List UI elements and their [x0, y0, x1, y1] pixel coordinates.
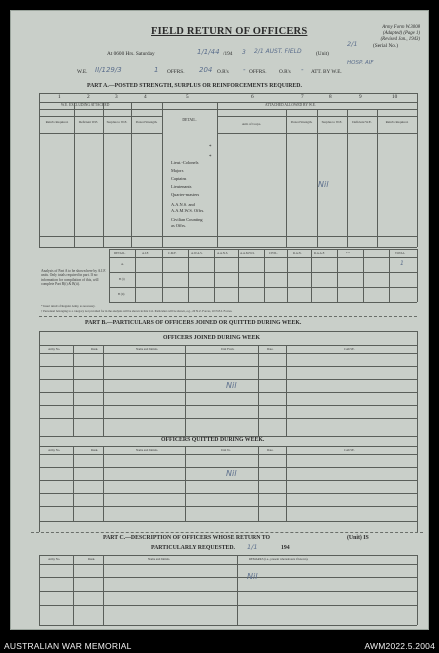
table-header: CAUSE. [344, 448, 355, 452]
rule [311, 249, 312, 302]
rule [39, 480, 417, 481]
rule [109, 249, 417, 250]
separator-line [31, 532, 423, 533]
table-header: CAUSE. [344, 347, 355, 351]
rule [103, 345, 104, 436]
serial-label: (Serial No.) [373, 43, 399, 49]
rule [39, 555, 40, 625]
rule [417, 331, 418, 532]
col-head: Rein'ts Required. [385, 120, 409, 124]
rule [39, 467, 417, 468]
rule [237, 555, 238, 625]
analysis-row-label: B (ii) [118, 292, 125, 296]
year-printed: /194 [223, 51, 233, 57]
handwritten-tick: 1 [400, 260, 404, 267]
rule [73, 555, 74, 625]
separator-line [39, 316, 417, 317]
handwritten-ors: 204 [199, 66, 213, 74]
handwritten-att-ors: - [301, 66, 304, 74]
col-number: 6 [251, 94, 254, 100]
rule [109, 257, 417, 258]
army-form-reference [381, 25, 420, 42]
col-head: Surplus to W.E. [106, 120, 128, 124]
rule [39, 625, 417, 626]
col-number: 8 [329, 94, 332, 100]
we-group-label: W.E. EXCLUDING ATTACHED [61, 103, 110, 107]
unit-label: (Unit) [316, 51, 329, 57]
footnote: * Insert detail of Regular Army, as necessary. [41, 304, 96, 308]
analysis-header: A.W.A.S. [191, 251, 203, 255]
footnote: † Personnel belonging to a category not provided for in the analysis will be shown in this Col. Particulars will be shown, e.g., 20 N.Z. Forces, 10 N.E.I. Forces. [41, 309, 233, 313]
handwritten-offrs: 1 [154, 66, 159, 74]
handwritten-date: 1/1/44 [197, 48, 220, 56]
col-number: 10 [392, 94, 398, 100]
rule [39, 564, 417, 565]
rule [417, 93, 418, 247]
rule [109, 287, 417, 288]
asterisk-mark: * [209, 145, 212, 150]
rule [185, 446, 186, 521]
analysis-header: DETAIL. [114, 251, 126, 255]
rule [39, 247, 417, 248]
ors-label: O.R's [217, 69, 229, 75]
detail-item: as Offrs. [171, 223, 187, 228]
rule [109, 272, 417, 273]
table-header: Rank. [91, 347, 99, 351]
col-number: 2 [87, 94, 90, 100]
rule [39, 605, 417, 606]
part-c-unit-is: (Unit) IS [347, 535, 369, 541]
handwritten-nil: Nil [226, 469, 237, 478]
col-number: 3 [115, 94, 118, 100]
analysis-header: CIVIL. [269, 251, 278, 255]
detail-item: Civilian Counting [171, 217, 203, 222]
time-prefix: At 0600 Hrs. Saturday [107, 51, 155, 57]
col-head-detail: DETAIL. [182, 118, 197, 122]
analysis-header: A.A.N.S. [217, 251, 229, 255]
rule [238, 249, 239, 302]
table-header: Name and Initials. [136, 448, 159, 452]
analysis-header: R.A.A.F. [314, 251, 325, 255]
rule [286, 345, 287, 436]
detail-item: Lieut.-Colonels [171, 160, 199, 165]
part-c-year: 194 [281, 545, 290, 551]
handwritten-nil: Nil [247, 572, 258, 581]
rule [39, 454, 417, 455]
detail-item: Captains [171, 176, 187, 181]
rule [39, 379, 417, 380]
army-form-line: (Adapted) (Page 1) [382, 30, 420, 36]
table-header: Rank. [91, 448, 99, 452]
col-number: 4 [144, 94, 147, 100]
table-header: Unit From. [221, 347, 235, 351]
handwritten-att-offrs: - [243, 66, 246, 74]
detail-item: Lieutenants [171, 184, 192, 189]
rule [185, 345, 186, 436]
rule [39, 555, 417, 556]
rule [258, 446, 259, 521]
detail-item: Quarter-masters [171, 192, 200, 197]
offrs-label-2: OFFRS. [249, 69, 267, 75]
col-head: Deficient W.E. [78, 120, 99, 124]
analysis-header: * * [346, 251, 350, 255]
analysis-note: Analysis of Part A to be shown here by A.I.F. units. Only totals required in part. If no information for compilation of this, will complete Part B(i) & B(ii). [41, 269, 106, 287]
rule [103, 446, 104, 521]
col-head: Deficient W.E. [352, 120, 372, 124]
att-label: ATT. BY W.E. [311, 69, 342, 75]
rule [103, 555, 104, 625]
offrs-label: OFFRS. [167, 69, 185, 75]
rule [162, 249, 163, 302]
analysis-header: A.A.M.W.S. [240, 251, 255, 255]
rule [188, 249, 189, 302]
rule [39, 506, 417, 507]
rule [286, 446, 287, 521]
rule [317, 109, 318, 247]
handwritten-serial: 2/1 [347, 40, 358, 48]
rule [264, 249, 265, 302]
handwritten-nil: Nil [226, 381, 237, 390]
col-head: Surplus to W.E. [321, 120, 343, 124]
rule [73, 446, 74, 521]
rule [39, 93, 40, 247]
col-head: Posted Strength. [290, 120, 313, 124]
table-header: Date. [267, 347, 274, 351]
part-b-heading: PART B.—PARTICULARS OF OFFICERS JOINED OR QUITTED DURING WEEK. [85, 320, 302, 326]
table-header: Date. [267, 448, 274, 452]
rule [258, 345, 259, 436]
analysis-header: C.M.F. [168, 251, 177, 255]
rule [39, 366, 417, 367]
quitted-title: OFFICERS QUITTED DURING WEEK. [161, 437, 265, 443]
rule [39, 405, 417, 406]
handwritten-we-number: II/129/3 [95, 66, 122, 74]
table-header: Name and Initials. [136, 347, 159, 351]
footer-accession: AWM2022.5.2004 [364, 641, 435, 651]
rule [109, 249, 110, 302]
rule [39, 109, 417, 110]
rule [39, 493, 417, 494]
rule [39, 591, 417, 592]
col-number: 5 [186, 94, 189, 100]
rule [417, 555, 418, 625]
rule [39, 521, 417, 522]
rule [389, 249, 390, 302]
ors-label-2: O.R's [279, 69, 291, 75]
rule [39, 133, 162, 134]
rule [39, 577, 417, 578]
rule [39, 345, 417, 346]
analysis-row-label: B (i) [119, 277, 125, 281]
handwritten-date-c: 1/1 [247, 543, 258, 551]
table-header: Unit To. [221, 448, 231, 452]
col-number: 1 [58, 94, 61, 100]
handwritten-unit: 2/1 AUST. FIELD [254, 48, 302, 55]
rule [109, 302, 417, 303]
part-a-heading: PART A.—POSTED STRENGTH, SURPLUS OR REINFORCEMENTS REQUIRED. [87, 83, 302, 89]
analysis-header: A.I.F. [142, 251, 149, 255]
table-header: REMARKS (i.e., present whereabouts if known). [249, 557, 309, 561]
rule [39, 353, 417, 354]
footer-credit: AUSTRALIAN WAR MEMORIAL [4, 641, 132, 651]
rule [39, 331, 40, 436]
table-header: Army No. [48, 448, 61, 452]
col-number: 7 [301, 94, 304, 100]
table-header: Name and Initials. [148, 557, 171, 561]
rule [39, 116, 162, 117]
part-c-particularly: PARTICULARLY REQUESTED. [151, 545, 235, 551]
handwritten-year: 3 [242, 49, 246, 56]
col-number: 9 [359, 94, 362, 100]
asterisk-mark: * [209, 155, 212, 160]
analysis-header: R.A.N. [293, 251, 302, 255]
rule [286, 109, 287, 247]
rule [73, 345, 74, 436]
rule [417, 249, 418, 302]
detail-item: A.A.M.W.S. Offrs. [171, 208, 205, 213]
we-label: W.E. [77, 69, 88, 75]
handwritten-unit-2: HOSP. AIF [347, 60, 374, 66]
detail-item: A.A.N.S. and [171, 202, 195, 207]
army-form-line: Army Form W.3008 [382, 25, 420, 30]
att-group-label: ATTACHED ALLOWED BY W.E. [265, 103, 316, 107]
col-head: Posted Strength. [135, 120, 158, 124]
analysis-header: TOTAL. [395, 251, 406, 255]
form-title: FIELD RETURN OF OFFICERS [151, 26, 308, 37]
rule [347, 109, 348, 247]
rule [39, 436, 40, 532]
rule [363, 249, 364, 302]
form-paper [10, 10, 429, 630]
army-form-line: (Revised Jan., 1943) [380, 36, 420, 42]
col-head: Rein'ts Required. [45, 120, 69, 124]
rule [287, 249, 288, 302]
rule [337, 249, 338, 302]
rule [39, 331, 417, 332]
rule [214, 249, 215, 302]
table-header: Army No. [48, 347, 61, 351]
part-c-heading: PART C.—DESCRIPTION OF OFFICERS WHOSE RETURN TO [103, 535, 271, 541]
rule [377, 109, 378, 247]
rule [39, 236, 417, 237]
rule [162, 102, 163, 247]
rule [39, 392, 417, 393]
table-header: Rank. [88, 557, 96, 561]
joined-title: OFFICERS JOINED DURING WEEK [163, 335, 261, 341]
detail-item: Majors [171, 168, 184, 173]
rule [39, 418, 417, 419]
table-header: Army No. [48, 557, 61, 561]
rule [135, 249, 136, 302]
rule [39, 446, 417, 447]
col-head: Arm of Corps. [241, 122, 262, 126]
analysis-row-label: A. [121, 262, 124, 266]
handwritten-nil: Nil [318, 180, 329, 189]
